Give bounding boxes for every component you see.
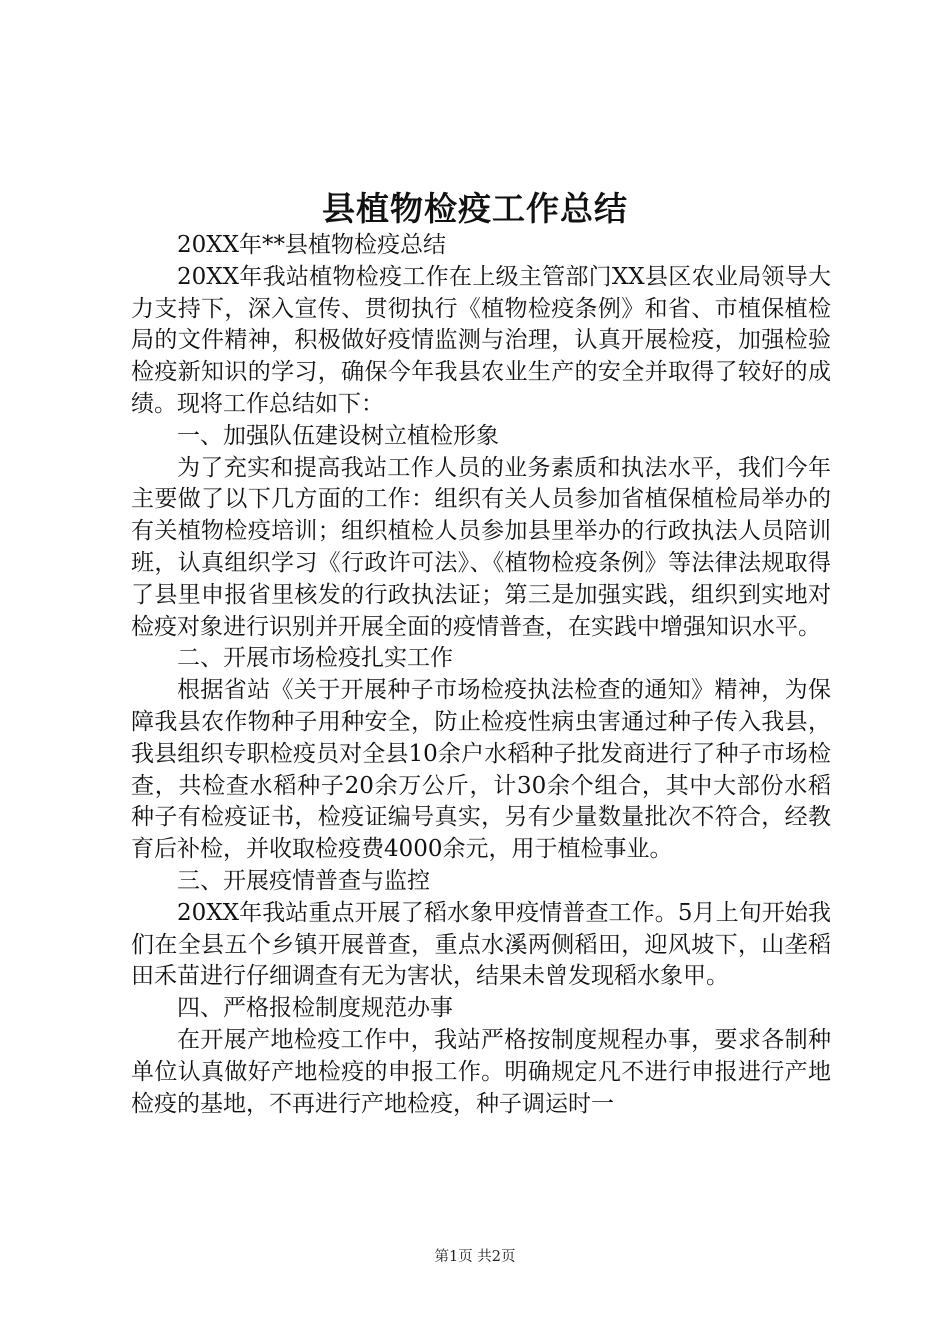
paragraph-section-3: 20XX年我站重点开展了稻水象甲疫情普查工作。5月上旬开始我们在全县五个乡镇开展普查，重点水溪两侧稻田，迎风坡下，山垄稻田禾苗进行仔细调查有无为害状，结果未曾发现稻水象甲。	[131, 899, 831, 990]
paragraph-intro: 20XX年我站植物检疫工作在上级主管部门XX县区农业局领导大力支持下，深入宣传、贯彻执行《植物检疫条例》和省、市植保植检局的文件精神，积极做好疫情监测与治理，认真开展检疫，加强检验检疫新知识的学习，确保今年我县农业生产的安全并取得了较好的成绩。现将工作总结如下：	[131, 263, 831, 417]
document-body	[131, 230, 831, 1120]
document-title: 县植物检疫工作总结	[322, 189, 628, 228]
paragraph-subtitle: 20XX年**县植物检疫总结	[177, 232, 447, 258]
paragraph-section-2: 根据省站《关于开展种子市场检疫执法检查的通知》精神，为保障我县农作物种子用种安全，防止检疫性病虫害通过种子传入我县，我县组织专职检疫员对全县10余户水稻种子批发商进行了种子市场检查，共检查水稻种子20余万公斤，计30余个组合，其中大部份水稻种子有检疫证书，检疫证编号真实，另有少量数量批次不符合，经教育后补检，并收取检疫费4000余元，用于植检事业。	[131, 677, 831, 863]
page-number-footer: 第1页 共2页	[434, 1249, 516, 1265]
paragraph-section-4: 在开展产地检疫工作中，我站严格按制度规程办事，要求各制种单位认真做好产地检疫的申报工作。明确规定凡不进行申报进行产地检疫的基地，不再进行产地检疫，种子调运时一	[131, 1026, 831, 1117]
section-heading-3: 三、开展疫情普查与监控	[177, 867, 430, 894]
paragraph-section-1: 为了充实和提高我站工作人员的业务素质和执法水平，我们今年主要做了以下几方面的工作：组织有关人员参加省植保植检局举办的有关植物检疫培训；组织植检人员参加县里举办的行政执法人员陪训班，认真组织学习《行政许可法》、《植物检疫条例》等法律法规取得了县里申报省里核发的行政执法证；第三是加强实践，组织到实地对检疫对象进行识别并开展全面的疫情普查，在实践中增强知识水平。	[131, 454, 831, 640]
section-heading-1: 一、加强队伍建设树立植检形象	[177, 422, 499, 449]
section-heading-4: 四、严格报检制度规范办事	[177, 995, 453, 1022]
section-heading-2: 二、开展市场检疫扎实工作	[177, 645, 453, 672]
